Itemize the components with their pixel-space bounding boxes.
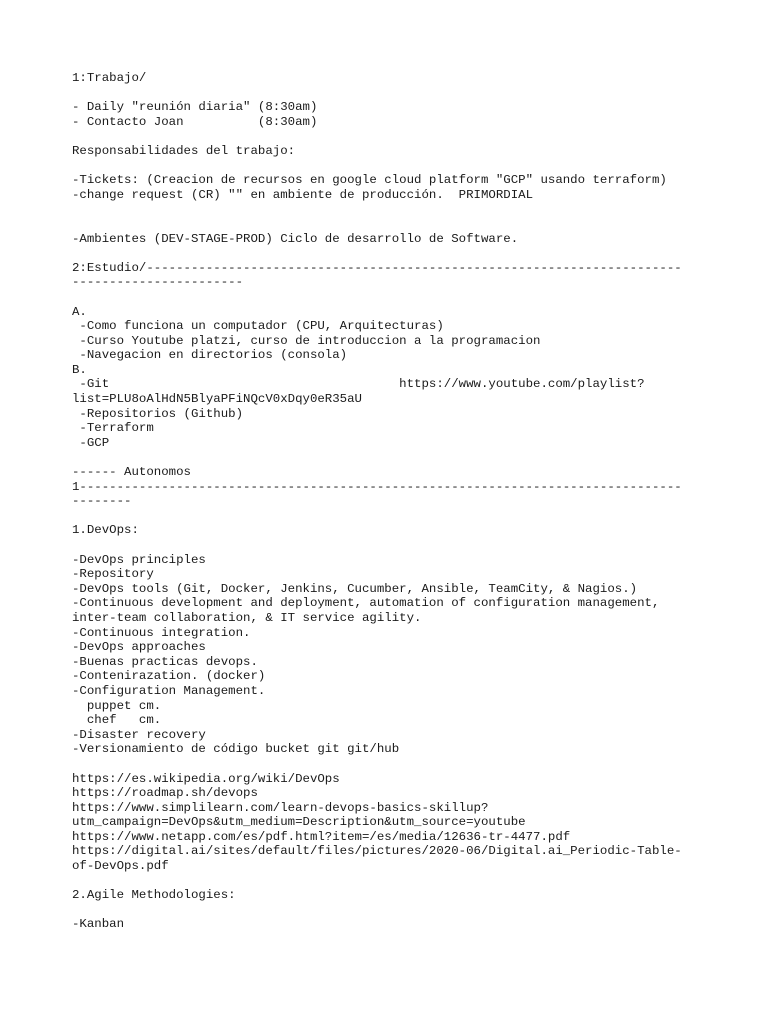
subheading-responsabilidades: Responsabilidades del trabajo:: [72, 143, 296, 158]
url-line: https://es.wikipedia.org/wiki/DevOps: [72, 771, 340, 786]
list-item: -DevOps principles: [72, 552, 206, 567]
url-line: utm_campaign=DevOps&utm_medium=Description&utm_source=youtube: [72, 815, 526, 830]
sub-list-item: puppet cm.: [72, 698, 162, 713]
list-item: -DevOps approaches: [72, 640, 206, 655]
list-item: -Navegacion en directorios (consola): [72, 348, 348, 363]
list-item: -Continuous integration.: [72, 625, 251, 640]
list-item: -Versionamiento de código bucket git git/hub: [72, 742, 400, 757]
blank-line: [72, 246, 712, 261]
url-line: https://www.simplilearn.com/learn-devops-basics-skillup?: [72, 800, 489, 815]
sub-list-item: chef cm.: [72, 713, 162, 728]
list-item: -Repositorios (Github): [72, 406, 244, 421]
text-line: -change request (CR) "" en ambiente de producción. PRIMORDIAL: [72, 187, 534, 202]
list-item: -Curso Youtube platzi, curso de introduccion a la programacion: [72, 333, 541, 348]
list-item-continuation: inter-team collaboration, & IT service agility.: [72, 610, 422, 625]
list-item: -Git https://www.youtube.com/playlist?: [72, 377, 645, 392]
blank-line: [72, 159, 712, 174]
blank-line: [72, 217, 712, 232]
blank-line: [72, 86, 712, 101]
list-item: -GCP: [72, 435, 110, 450]
section-heading-estudio: 2:Estudio/------------------------------------------------------------------------: [72, 260, 682, 275]
blank-line: [72, 538, 712, 553]
separator-line: --------: [72, 494, 132, 509]
blank-line: [72, 290, 712, 305]
list-item: -Continuous development and deployment, automation of configuration management,: [72, 596, 660, 611]
subheading-agile: 2.Agile Methodologies:: [72, 888, 236, 903]
url-line: list=PLU8oAlHdN5BlyaPFiNQcV0xDqy0eR35aU: [72, 392, 362, 407]
list-item: -Repository: [72, 567, 154, 582]
url-line: https://roadmap.sh/devops: [72, 786, 258, 801]
list-item: -DevOps tools (Git, Docker, Jenkins, Cucumber, Ansible, TeamCity, & Nagios.): [72, 581, 638, 596]
subheading-devops: 1.DevOps:: [72, 523, 139, 538]
list-item: -Contenirazation. (docker): [72, 669, 266, 684]
list-item: -Configuration Management.: [72, 683, 266, 698]
url-line: of-DevOps.pdf: [72, 859, 169, 874]
separator-line: -----------------------: [72, 275, 244, 290]
text-line: -Tickets: (Creacion de recursos en google cloud platform "GCP" usando terraform): [72, 173, 667, 188]
list-item: -Disaster recovery: [72, 727, 206, 742]
list-item: -Terraform: [72, 421, 154, 436]
text-line: -Ambientes (DEV-STAGE-PROD) Ciclo de desarrollo de Software.: [72, 231, 519, 246]
text-line: - Contacto Joan (8:30am): [72, 114, 318, 129]
url-line: https://digital.ai/sites/default/files/pictures/2020-06/Digital.ai_Periodic-Table-: [72, 844, 682, 859]
list-item: -Buenas practicas devops.: [72, 654, 258, 669]
list-label-a: A.: [72, 304, 87, 319]
blank-line: [72, 874, 712, 889]
blank-line: [72, 757, 712, 772]
blank-line: [72, 129, 712, 144]
blank-line: [72, 509, 712, 524]
blank-line: [72, 450, 712, 465]
url-line: https://www.netapp.com/es/pdf.html?item=/es/media/12636-tr-4477.pdf: [72, 829, 571, 844]
blank-line: [72, 202, 712, 217]
text-line: - Daily "reunión diaria" (8:30am): [72, 100, 318, 115]
list-label-b: B.: [72, 362, 87, 377]
section-heading-autonomos: ------ Autonomos: [72, 465, 191, 480]
document-body: [72, 71, 712, 932]
list-item: -Kanban: [72, 917, 125, 932]
section-heading-trabajo: 1:Trabajo/: [72, 71, 147, 85]
separator-line: 1---------------------------------------------------------------------------------: [72, 479, 682, 494]
blank-line: [72, 903, 712, 918]
list-item: -Como funciona un computador (CPU, Arquitecturas): [72, 319, 444, 334]
